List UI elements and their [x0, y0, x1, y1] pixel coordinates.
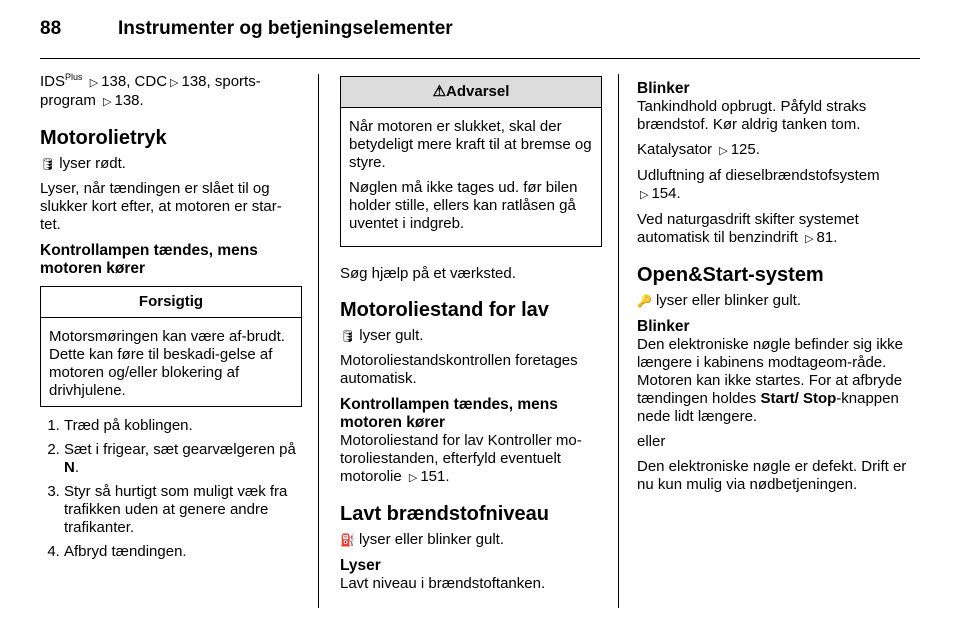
warning-title: ⚠Advarsel	[341, 77, 601, 108]
list-item: 4. Afbryd tændingen.	[64, 543, 302, 561]
oil-lamp-line: 🛢 lyser rødt.	[40, 155, 126, 172]
warning-box	[340, 76, 602, 247]
caution-title: Forsigtig	[41, 287, 301, 318]
workshop-text: Søg hjælp på et værksted.	[340, 265, 516, 282]
warning-triangle-icon: ⚠	[432, 83, 447, 100]
lights-text: Lavt niveau i brændstoftanken.	[340, 575, 546, 592]
blinker-text: Tankindhold opbrugt. Påfyld straks brændstof. Kør aldrig tanken tom.	[637, 98, 867, 133]
heading-oil-pressure: Motorolietryk	[40, 127, 167, 149]
reference-arrow-icon: ▷	[103, 96, 112, 108]
column-2	[340, 68, 602, 600]
heading-running: Kontrollampen tændes, mens motoren kører	[40, 242, 258, 277]
defect-text: Den elektroniske nøgle er defekt. Drift er nu kun mulig via nødbetjeningen.	[637, 458, 907, 493]
page-number: 88	[40, 18, 62, 39]
key-signal-icon: 🔑	[637, 294, 652, 308]
intro-paragraph: $IDS^{Plus}$ ▷ 138, CDC ▷ 138, sports-program ▷ 138.	[40, 72, 261, 109]
reference-arrow-icon: ▷	[805, 233, 814, 245]
bleed-line: Udluftning af dieselbrændstofsystem ▷ 154.	[637, 167, 880, 202]
reference-arrow-icon: ▷	[719, 145, 728, 157]
oil-level-icon: 🛢	[340, 329, 356, 343]
heading-oil-level: Motoroliestand for lav	[340, 299, 549, 321]
column-divider-2	[618, 74, 619, 608]
running-text: Motoroliestand for lav Kontroller mo-toroliestanden, efterfyld eventuelt motorolie ▷ 151.	[340, 432, 582, 485]
reference-arrow-icon: ▷	[640, 189, 649, 201]
heading-lights: Lyser	[340, 557, 381, 574]
list-item: 3. Styr så hurtigt som muligt væk fra trafikken uden at genere andre trafikanter.	[64, 483, 302, 537]
or-text: eller	[637, 433, 666, 450]
heading-running-2: Kontrollampen tændes, mens motoren kører	[340, 396, 558, 431]
reference-arrow-icon: ▷	[89, 77, 99, 89]
warning-text-1: Når motoren er slukket, skal der betydeligt mere kraft til at bremse og styre.	[349, 118, 592, 171]
reference-arrow-icon: ▷	[408, 472, 418, 484]
page-title: Instrumenter og betjeningselementer	[118, 18, 453, 39]
page-header	[40, 18, 453, 40]
heading-blinker: Blinker	[637, 80, 690, 97]
caution-text: Motorsmøringen kan være af-brudt. Dette kan føre til beskadi-gelse af motoren og/eller blokering af drivhjulene.	[49, 328, 285, 399]
column-divider-1	[318, 74, 319, 608]
fuel-pump-icon: ⛽	[340, 533, 355, 547]
blinker2-text: Den elektroniske nøgle befinder sig ikke længere i kabinens modtageom-råde. Motoren kan ikke startes. For at afbryde tændingen holdes Start/ Stop-knappen nede lidt længere.	[637, 336, 903, 425]
list-item: 2. Sæt i frigear, sæt gearvælgeren på N.	[64, 441, 302, 477]
heading-blinker-2: Blinker	[637, 318, 690, 335]
reference-arrow-icon: ▷	[170, 77, 179, 89]
caution-box	[40, 286, 302, 407]
oil-level-text: Motoroliestandskontrollen foretages automatisk.	[340, 352, 578, 387]
list-item: 1. Træd på koblingen.	[64, 417, 302, 435]
column-3	[637, 68, 907, 501]
gas-line: Ved naturgasdrift skifter systemet automatisk til benzindrift ▷ 81.	[637, 211, 859, 246]
warning-text-2: Nøglen må ikke tages ud. før bilen holder stille, ellers kan ratlåsen gå uventet i indgreb.	[349, 179, 578, 232]
oil-text: Lyser, når tændingen er slået til og slukker kort efter, at motoren er star-tet.	[40, 180, 282, 233]
steps-list	[40, 417, 302, 561]
catalyst-line: Katalysator ▷ 125.	[637, 141, 760, 158]
column-1	[40, 68, 302, 567]
oil-can-icon: 🛢	[40, 157, 56, 171]
header-rule	[40, 58, 920, 59]
start-lamp-line: 🔑 lyser eller blinker gult.	[637, 292, 802, 309]
fuel-lamp-line: ⛽ lyser eller blinker gult.	[340, 531, 505, 548]
heading-fuel: Lavt brændstofniveau	[340, 503, 549, 525]
oil-level-lamp-line: 🛢 lyser gult.	[340, 327, 424, 344]
heading-open-start: Open&Start-system	[637, 264, 824, 286]
